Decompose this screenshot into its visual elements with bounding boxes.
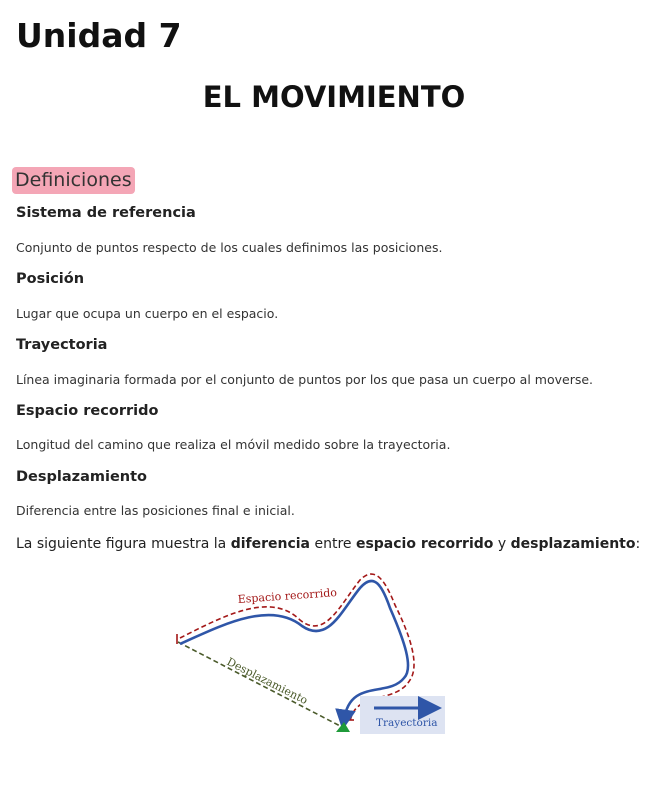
trajectory-legend (360, 696, 445, 734)
definition-text: Diferencia entre las posiciones final e inicial. (16, 503, 295, 518)
legend-label: Trayectoria (376, 717, 438, 729)
end-position-marker (336, 722, 350, 732)
unit-title: Unidad 7 (16, 16, 182, 55)
definition-term: Posición (16, 271, 85, 287)
bold-term: diferencia (230, 536, 311, 552)
bold-term: desplazamiento (510, 536, 636, 552)
page-title: EL MOVIMIENTO (202, 80, 466, 114)
definition-term: Sistema de referencia (16, 205, 196, 221)
bold-term: espacio recorrido (355, 536, 494, 552)
definition-text: Lugar que ocupa un cuerpo en el espacio. (16, 306, 279, 321)
definition-term: Desplazamiento (16, 469, 147, 485)
definition-term: Espacio recorrido (16, 403, 159, 419)
distance-label: Espacio recorrido (237, 586, 338, 606)
motion-figure (160, 560, 460, 740)
definition-text: Línea imaginaria formada por el conjunto de puntos por los que pasa un cuerpo al moverse. (16, 372, 594, 387)
figure-intro-text: La siguiente figura muestra la diferencia entre espacio recorrido y desplazamiento: (16, 536, 641, 552)
section-heading-badge: Definiciones (12, 167, 135, 194)
definition-term: Trayectoria (16, 337, 108, 353)
definition-text: Longitud del camino que realiza el móvil medido sobre la trayectoria. (16, 437, 451, 452)
displacement-label: Desplazamiento (224, 655, 310, 708)
definition-text: Conjunto de puntos respecto de los cuales definimos las posiciones. (16, 240, 443, 255)
